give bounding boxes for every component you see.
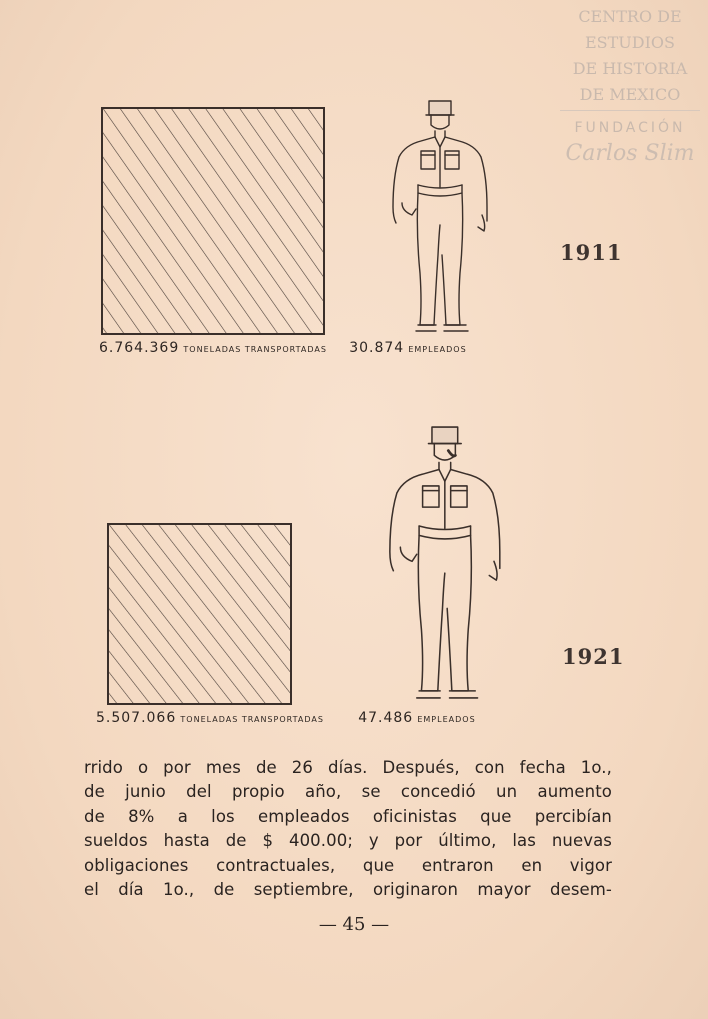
hatch-pattern-1911 [103,109,323,333]
hatch-pattern-1921 [109,525,290,703]
watermark-divider [560,110,700,111]
watermark-line-3: DE HISTORIA [572,59,688,78]
tonnage-square-1911 [101,107,325,335]
tons-label-1911: TONELADAS TRANSPORTADAS [183,345,327,354]
employees-value-1911: 30.874 [349,340,405,356]
body-line-6: el día 1o., de septiembre, originaron mayor desem- [84,880,612,900]
tons-value-1921: 5.507.066 [96,710,177,726]
body-line-3: de 8% a los empleados oficinistas que percibían [84,806,612,826]
body-line-2: de junio del propio año, se concedió un aumento [84,782,612,802]
worker-figure-icon-1921 [384,420,508,705]
watermark-signature: Carlos Slim [565,141,695,166]
body-paragraph [84,756,612,902]
watermark-line-4: DE MEXICO [579,85,681,104]
employees-label-1921: EMPLEADOS [417,715,476,724]
body-line-5: obligaciones contractuales, que entraron en vigor [84,855,612,875]
watermark-foundation: FUNDACIÓN [574,120,686,136]
caption-1921 [96,710,476,726]
body-line-1: rrido o por mes de 26 días. Después, con fecha 1o., [84,758,612,777]
employees-value-1921: 47.486 [358,710,414,726]
worker-figure-icon-1911 [388,95,494,337]
caption-1911 [99,340,467,356]
page-number: — 45 — [318,914,390,935]
tonnage-square-1921 [107,523,292,705]
tons-label-1921: TONELADAS TRANSPORTADAS [180,715,324,724]
watermark-line-1: CENTRO DE [578,7,682,26]
year-label-1911: 1911 [560,240,623,265]
employees-label-1911: EMPLEADOS [408,345,467,354]
year-label-1921: 1921 [562,644,625,669]
archive-watermark [560,4,700,167]
body-line-4: sueldos hasta de $ 400.00; y por último, las nuevas [84,831,612,851]
watermark-line-2: ESTUDIOS [584,33,676,52]
tons-value-1911: 6.764.369 [99,340,180,356]
